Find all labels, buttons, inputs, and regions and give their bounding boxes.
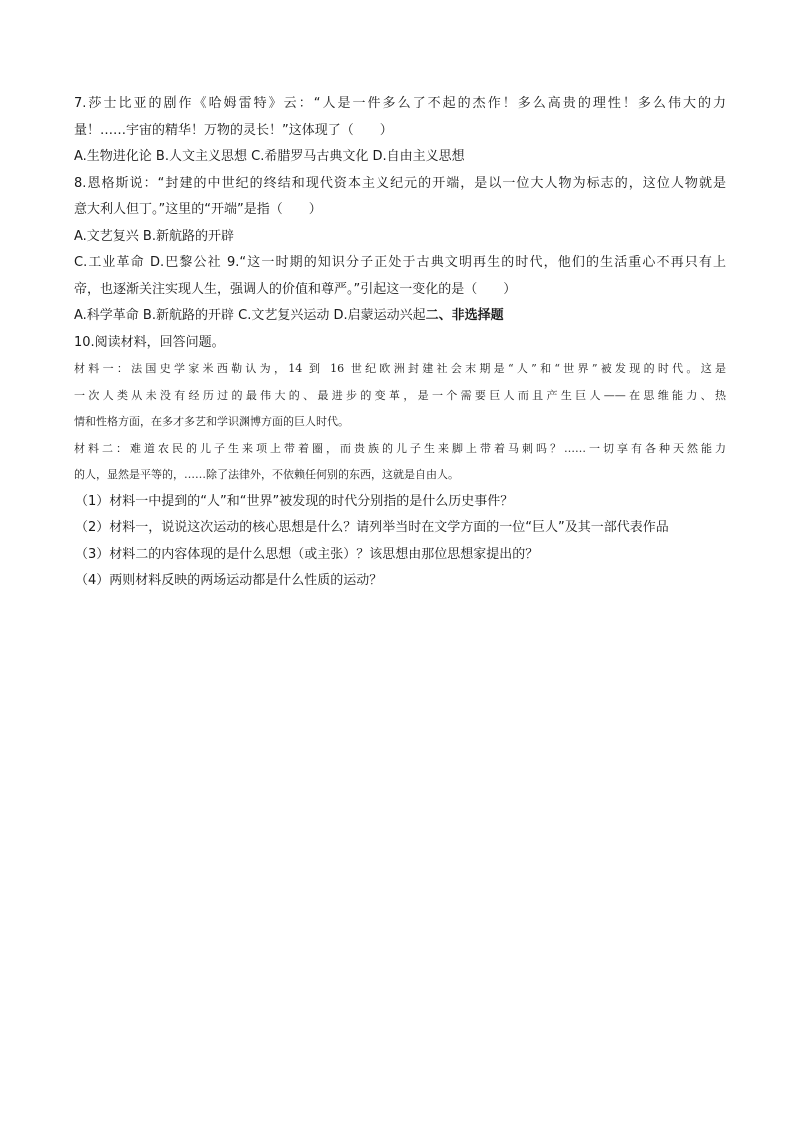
q8-options-line1: A.文艺复兴 B.新航路的开辟 — [74, 228, 234, 244]
q9-stem-line2: 帝，也逐渐关注实现人生，强调人的价值和尊严。”引起这一变化的是（ ） — [74, 281, 517, 297]
q10-material2-line2: 的人，显然是平等的，……除了法律外，不依赖任何别的东西，这就是自由人。 — [74, 468, 459, 481]
q7-stem-line2: 量！……宇宙的精华！万物的灵长！”这体现了（ ） — [74, 122, 393, 138]
q10-material1-line1: 材料一：法国史学家米西勒认为，14 到 16 世纪欧洲封建社会末期是“人”和“世界”被发现的时代。这是 — [74, 362, 726, 375]
q10-material1-line2: 一次人类从未没有经历过的最伟大的、最进步的变革，是一个需要巨人而且产生巨人——在思维能力、热 — [74, 388, 726, 402]
q8-stem-line2: 意大利人但丁。”这里的“开端”是指（ ） — [74, 202, 322, 217]
q10-stem: 10.阅读材料，回答问题。 — [74, 334, 225, 350]
q7-stem-line1: 7.莎士比亚的剧作《哈姆雷特》云：“人是一件多么了不起的杰作！多么高贵的理性！多么伟大的力 — [74, 96, 726, 111]
section-heading-non-choice: 二、非选择题 — [425, 308, 504, 323]
q9-options-line — [74, 303, 726, 330]
q8-options-line2-with-q9-stem: C.工业革命 D.巴黎公社 9.“这一时期的知识分子正处于古典文明再生的时代，他们的生活重心不再只有上 — [74, 255, 726, 270]
q7-options: A.生物进化论 B.人文主义思想 C.希腊罗马古典文化 D.自由主义思想 — [74, 149, 465, 164]
q10-subquestion-1: （1）材料一中提到的“人”和“世界”被发现的时代分别指的是什么历史事件？ — [75, 493, 514, 509]
q10-material2-line1: 材料二：难道农民的儿子生来项上带着圈，而贵族的儿子生来脚上带着马刺吗？……一切享有各种天然能力 — [74, 441, 726, 455]
q10-subquestion-2: （2）材料一，说说这次运动的核心思想是什么？请列举当时在文学方面的一位“巨人”及其一部代表作品 — [75, 520, 669, 535]
q10-subquestion-3: （3）材料二的内容体现的是什么思想（或主张）？该思想由那位思想家提出的？ — [75, 546, 539, 562]
q8-stem-line1: 8.恩格斯说：“封建的中世纪的终结和现代资本主义纪元的开端，是以一位大人物为标志的，这位人物就是 — [74, 175, 726, 191]
q10-subquestion-4: （4）两则材料反映的两场运动都是什么性质的运动？ — [75, 573, 383, 588]
q10-material1-line3: 情和性格方面，在多才多艺和学识渊博方面的巨人时代。 — [74, 415, 349, 428]
q9-options: A.科学革命 B.新航路的开辟 C.文艺复兴运动 D.启蒙运动兴起 — [74, 308, 426, 323]
question-content — [74, 91, 726, 595]
